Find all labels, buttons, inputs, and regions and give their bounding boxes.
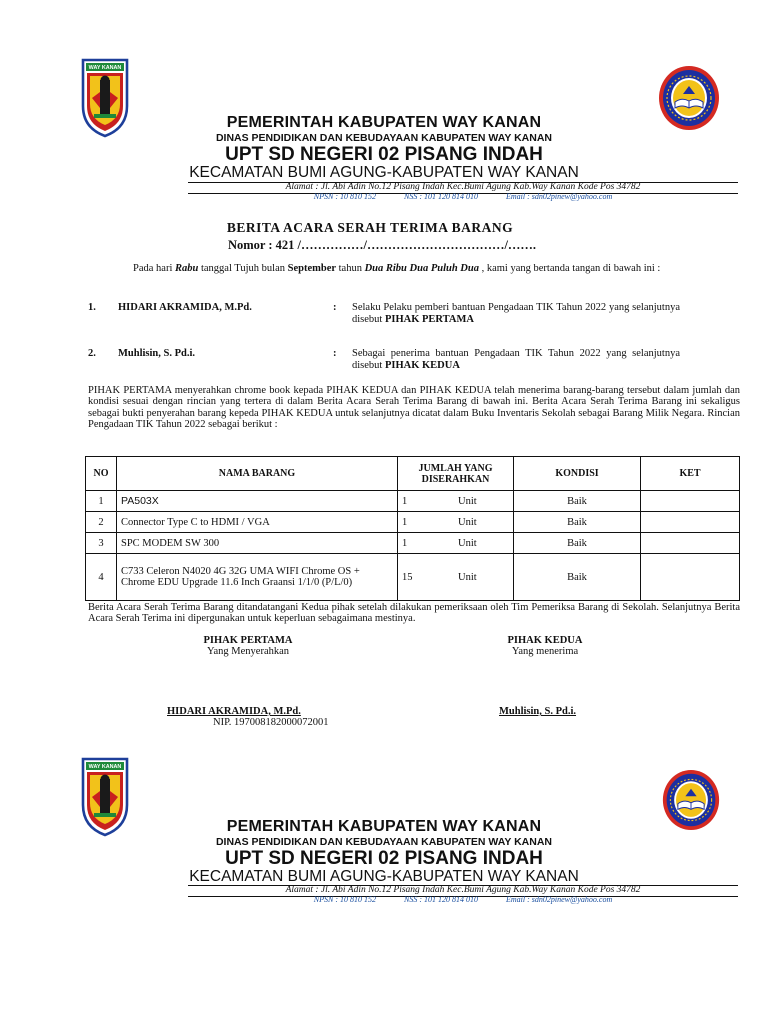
letterhead-top xyxy=(0,0,768,210)
nss-code: NSS : 101 120 814 010 xyxy=(404,192,478,201)
gov-header-line: PEMERINTAH KABUPATEN WAY KANAN xyxy=(226,114,542,131)
nss-code: NSS : 101 120 814 010 xyxy=(404,895,478,904)
cell-jumlah-value: 1 xyxy=(402,537,408,549)
cell-no: 1 xyxy=(86,491,117,512)
cell-no: 2 xyxy=(86,512,117,533)
cell-jumlah-unit: Unit xyxy=(458,537,477,549)
month-name: September xyxy=(287,263,337,274)
cell-ket xyxy=(641,512,740,533)
party-name: Muhlisin, S. Pd.i. xyxy=(118,348,196,359)
signature-left-title: PIHAK PERTAMA xyxy=(203,635,293,646)
cell-jumlah xyxy=(398,491,514,512)
signature-left-nip: NIP. 197008182000072001 xyxy=(213,717,329,728)
npsn-code: NPSN : 10 810 152 xyxy=(313,895,376,904)
cell-no: 4 xyxy=(86,554,117,601)
school-name: UPT SD NEGERI 02 PISANG INDAH xyxy=(225,144,543,165)
cell-jumlah-value: 1 xyxy=(402,495,408,507)
school-codes-line xyxy=(188,895,738,904)
party-description xyxy=(352,302,680,325)
cell-kondisi: Baik xyxy=(514,512,641,533)
school-name: UPT SD NEGERI 02 PISANG INDAH xyxy=(225,848,543,869)
signature-right-name: Muhlisin, S. Pd.i. xyxy=(499,706,577,717)
party-role: PIHAK KEDUA xyxy=(384,359,460,371)
cell-ket xyxy=(641,554,740,601)
table-row xyxy=(86,491,740,512)
cell-nama-barang: C733 Celeron N4020 4G 32G UMA WIFI Chrome OS + Chrome EDU Upgrade 11.6 Inch Graansi 1/1/0 (P/L/0) xyxy=(117,554,398,601)
party-name: HIDARI AKRAMIDA, M.Pd. xyxy=(118,302,252,313)
cell-jumlah xyxy=(398,554,514,601)
letterhead-bottom xyxy=(0,745,768,915)
cell-kondisi: Baik xyxy=(514,491,641,512)
gov-header-line: PEMERINTAH KABUPATEN WAY KANAN xyxy=(226,818,542,835)
crest-banner-text: WAY KANAN xyxy=(88,764,122,771)
party-description xyxy=(352,348,680,371)
cell-kondisi: Baik xyxy=(514,554,641,601)
document-number: Nomor : 421 /……………/……………………………/……. xyxy=(227,238,537,252)
cell-jumlah-unit: Unit xyxy=(458,495,477,507)
cell-no: 3 xyxy=(86,533,117,554)
table-row xyxy=(86,533,740,554)
cell-ket xyxy=(641,533,740,554)
cell-nama-barang: PA503X xyxy=(117,491,398,512)
cell-jumlah-unit: Unit xyxy=(458,516,477,528)
column-header-jumlah: JUMLAH YANG DISERAHKAN xyxy=(398,457,514,491)
party-description-text: Sebagai penerima bantuan Pengadaan TIK Tahun 2022 yang selanjutnya disebut xyxy=(352,348,680,371)
party-colon: : xyxy=(333,348,337,359)
column-header-kondisi: KONDISI xyxy=(514,457,641,491)
email-address: Email : sdn02pinew@yahoo.com xyxy=(506,895,613,904)
document-title: BERITA ACARA SERAH TERIMA BARANG xyxy=(226,220,514,235)
party-number: 1. xyxy=(88,302,96,313)
table-row xyxy=(86,512,740,533)
address-line: Alamat : Jl. Abi Adin No.12 Pisang Indah Kec.Bumi Agung Kab.Way Kanan Kode Pos 34782 xyxy=(285,182,641,192)
signature-left xyxy=(158,635,338,657)
email-address: Email : sdn02pinew@yahoo.com xyxy=(506,192,613,201)
column-header-nama-barang: NAMA BARANG xyxy=(117,457,398,491)
cell-jumlah-unit: Unit xyxy=(458,571,477,583)
column-header-ket: KET xyxy=(641,457,740,491)
school-codes-line xyxy=(188,192,738,201)
party-number: 2. xyxy=(88,348,96,359)
cell-jumlah xyxy=(398,512,514,533)
party-role: PIHAK PERTAMA xyxy=(384,313,474,325)
cell-kondisi: Baik xyxy=(514,533,641,554)
agency-line: DINAS PENDIDIKAN DAN KEBUDAYAAN KABUPATEN WAY KANAN xyxy=(215,836,553,848)
cell-jumlah-value: 1 xyxy=(402,516,408,528)
crest-banner-text: WAY KANAN xyxy=(88,65,122,72)
cell-ket xyxy=(641,491,740,512)
agency-line: DINAS PENDIDIKAN DAN KEBUDAYAAN KABUPATEN WAY KANAN xyxy=(215,132,553,144)
party-description-text: Selaku Pelaku pemberi bantuan Pengadaan TIK Tahun 2022 yang selanjutnya disebut xyxy=(352,302,680,325)
cell-jumlah-value: 15 xyxy=(402,571,413,583)
day-name: Rabu xyxy=(175,263,199,274)
district-line: KECAMATAN BUMI AGUNG-KABUPATEN WAY KANAN xyxy=(189,868,579,885)
cell-nama-barang: SPC MODEM SW 300 xyxy=(117,533,398,554)
signature-left-subtitle: Yang Menyerahkan xyxy=(206,646,290,657)
opening-text: Pada hari xyxy=(133,263,175,274)
opening-text: tanggal Tujuh bulan xyxy=(198,263,288,274)
cell-nama-barang: Connector Type C to HDMI / VGA xyxy=(117,512,398,533)
signature-right-title: PIHAK KEDUA xyxy=(507,635,583,646)
party-colon: : xyxy=(333,302,337,313)
address-line: Alamat : Jl. Abi Adin No.12 Pisang Indah Kec.Bumi Agung Kab.Way Kanan Kode Pos 34782 xyxy=(285,885,641,895)
signature-left-name: HIDARI AKRAMIDA, M.Pd. xyxy=(167,706,301,717)
column-header-no: NO xyxy=(86,457,117,491)
opening-text: tahun xyxy=(336,263,365,274)
district-line: KECAMATAN BUMI AGUNG-KABUPATEN WAY KANAN xyxy=(189,164,579,181)
closing-paragraph: Berita Acara Serah Terima Barang ditandatangani Kedua pihak setelah dilakukan pemeriksaan oleh Tim Pemeriksa Barang di Sekolah. Selanjutnya Berita Acara Serah Terima ini dipergunakan untuk keperluan sebagaimana mestinya. xyxy=(88,602,740,625)
cell-jumlah xyxy=(398,533,514,554)
table-header-row xyxy=(86,457,740,491)
opening-paragraph xyxy=(88,263,740,274)
goods-table xyxy=(85,456,740,601)
table-row xyxy=(86,554,740,601)
signature-right-subtitle: Yang menerima xyxy=(511,646,579,657)
npsn-code: NPSN : 10 810 152 xyxy=(313,192,376,201)
year-text: Dua Ribu Dua Puluh Dua xyxy=(364,263,479,274)
signature-right xyxy=(455,635,635,657)
handover-paragraph: PIHAK PERTAMA menyerahkan chrome book kepada PIHAK KEDUA dan PIHAK KEDUA telah menerima barang-barang tersebut dalam jumlah dan kondisi sesuai dengan rincian yang tertera di dalam Berita Acara Serah Terima Barang di bawah ini. Berita Acara Serah Terima Barang ini sekaligus sebagai bukti penyerahan barang kepeda PIHAK KEDUA untuk selanjutnya dicatat dalam Buku Inventaris Sekolah sebagai Barang Milik Negara. Rincian Pengadaan TIK Tahun 2022 sebagai berikut : xyxy=(88,385,740,431)
opening-text: , kami yang bertanda tangan di bawah ini : xyxy=(478,263,661,274)
